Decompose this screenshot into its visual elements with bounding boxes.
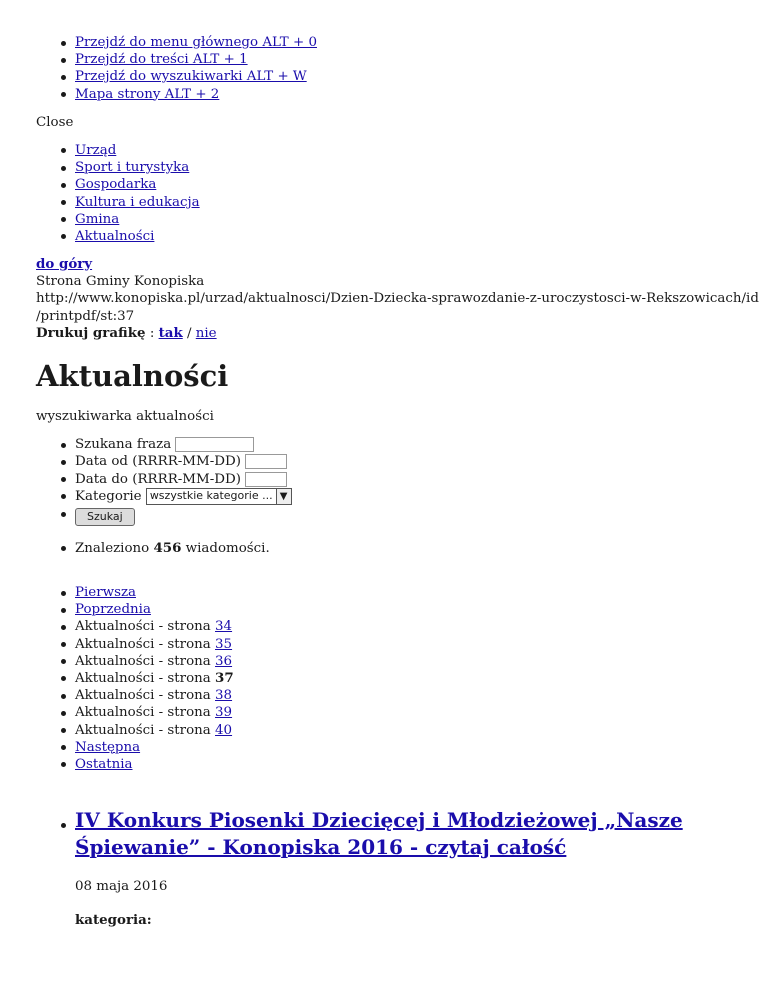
pagination-last-link[interactable]: Ostatnia: [75, 756, 133, 772]
print-graphics-row: [36, 325, 736, 342]
category-select[interactable]: [146, 488, 292, 505]
article-item: [75, 807, 736, 929]
pagination-page-link[interactable]: 36: [215, 653, 233, 669]
pagination-page-link[interactable]: 35: [215, 636, 233, 652]
pagination-item: [75, 756, 736, 773]
pagination-page-prefix: Aktualności - strona: [75, 619, 216, 635]
skip-link-item: [75, 68, 736, 85]
menu-link-aktualnosci[interactable]: Aktualności: [75, 228, 155, 244]
main-menu-item: [75, 194, 736, 211]
print-graphics-yes-link[interactable]: tak: [158, 324, 183, 341]
search-phrase-row: [75, 436, 736, 453]
main-menu-item: [75, 142, 736, 159]
print-graphics-no-link[interactable]: nie: [195, 325, 217, 341]
menu-link-urzad[interactable]: Urząd: [75, 142, 117, 158]
page-title: Aktualności: [36, 359, 229, 394]
skip-to-content-link[interactable]: Przejdź do treści ALT + 1: [75, 52, 248, 68]
search-phrase-label: Szukana fraza: [75, 437, 172, 453]
pagination-next-link[interactable]: Następna: [75, 739, 141, 755]
pagination-item: [75, 739, 736, 756]
menu-link-gospodarka[interactable]: Gospodarka: [75, 177, 157, 193]
search-heading: wyszukiwarka aktualności: [36, 409, 214, 425]
main-menu: [36, 142, 736, 245]
print-graphics-slash: /: [182, 325, 196, 341]
pagination-page-prefix: Aktualności - strona: [75, 688, 216, 704]
menu-link-kultura[interactable]: Kultura i edukacja: [75, 194, 200, 210]
search-submit-row: [75, 506, 736, 527]
pagination-item: [75, 704, 736, 721]
pagination: [36, 584, 736, 773]
pagination-item: [75, 601, 736, 618]
pagination-item: [75, 653, 736, 670]
search-button[interactable]: Szukaj: [75, 508, 135, 526]
pagination-page-prefix: Aktualności - strona: [75, 653, 216, 669]
pagination-page-link[interactable]: 40: [215, 722, 233, 738]
search-form: [36, 436, 736, 527]
print-graphics-label: Drukuj grafikę: [36, 324, 146, 341]
close-button[interactable]: Close: [36, 114, 74, 130]
article-title-line2: Śpiewanie” - Konopiska 2016 - czytaj całość: [75, 835, 567, 860]
pagination-page-link[interactable]: 34: [215, 619, 233, 635]
results-summary: [36, 540, 736, 557]
category-row: [75, 488, 736, 506]
date-from-label: Data od (RRRR-MM-DD): [75, 454, 241, 470]
date-from-row: [75, 453, 736, 470]
pagination-previous-link[interactable]: Poprzednia: [75, 602, 151, 618]
pagination-page-prefix: Aktualności - strona: [75, 670, 216, 686]
article-category-label: kategoria:: [75, 912, 152, 929]
search-phrase-input[interactable]: [175, 437, 254, 452]
main-menu-item: [75, 211, 736, 228]
main-menu-item: [75, 159, 736, 176]
article-date: 08 maja 2016: [75, 879, 168, 895]
date-to-input[interactable]: [245, 472, 287, 487]
pagination-item: [75, 722, 736, 739]
page-url-continued: /printpdf/st:37: [36, 308, 135, 324]
skip-link-item: [75, 86, 736, 103]
skip-link-item: [75, 34, 736, 51]
results-count-row: [75, 540, 736, 557]
sitemap-link[interactable]: Mapa strony ALT + 2: [75, 86, 220, 102]
print-graphics-colon: :: [145, 325, 159, 341]
skip-to-search-link[interactable]: Przejdź do wyszukiwarki ALT + W: [75, 69, 307, 85]
category-selected-value: wszystkie kategorie ...: [149, 489, 273, 503]
date-from-input[interactable]: [245, 454, 287, 469]
date-to-row: [75, 471, 736, 488]
pagination-first-link[interactable]: Pierwsza: [75, 585, 136, 601]
page-content: [36, 34, 759, 930]
pagination-item: [75, 670, 736, 687]
pagination-item: [75, 618, 736, 635]
site-name: Strona Gminy Konopiska: [36, 274, 205, 290]
pagination-page-prefix: Aktualności - strona: [75, 636, 216, 652]
pagination-item: [75, 584, 736, 601]
pagination-page-prefix: Aktualności - strona: [75, 705, 216, 721]
skip-links-list: [36, 34, 736, 103]
results-count: 456: [153, 539, 182, 556]
results-prefix: Znaleziono: [75, 540, 154, 556]
category-label: Kategorie: [75, 488, 142, 504]
menu-link-gmina[interactable]: Gmina: [75, 211, 120, 227]
pagination-page-link[interactable]: 38: [215, 688, 233, 704]
page-url: http://www.konopiska.pl/urzad/aktualnosci/Dzien-Dziecka-sprawozdanie-z-uroczystosci-w-Rekszowicach/id: [36, 291, 759, 307]
main-menu-item: [75, 176, 736, 193]
date-to-label: Data do (RRRR-MM-DD): [75, 471, 241, 487]
pagination-current-page: 37: [215, 669, 234, 686]
skip-to-menu-link[interactable]: Przejdź do menu głównego ALT + 0: [75, 35, 317, 50]
results-suffix: wiadomości.: [181, 540, 270, 556]
article-title-line1: IV Konkurs Piosenki Dziecięcej i Młodzieżowej „Nasze: [75, 808, 683, 833]
pagination-page-link[interactable]: 39: [215, 705, 233, 721]
pagination-page-prefix: Aktualności - strona: [75, 722, 216, 738]
menu-link-sport[interactable]: Sport i turystyka: [75, 160, 190, 176]
pagination-item: [75, 687, 736, 704]
skip-link-item: [75, 51, 736, 68]
back-to-top-link[interactable]: do góry: [36, 256, 93, 273]
main-menu-item: [75, 228, 736, 245]
article-title-link[interactable]: [75, 808, 683, 859]
pagination-item: [75, 636, 736, 653]
dropdown-arrow-icon: ▼: [276, 489, 291, 504]
article-list: [36, 807, 736, 929]
